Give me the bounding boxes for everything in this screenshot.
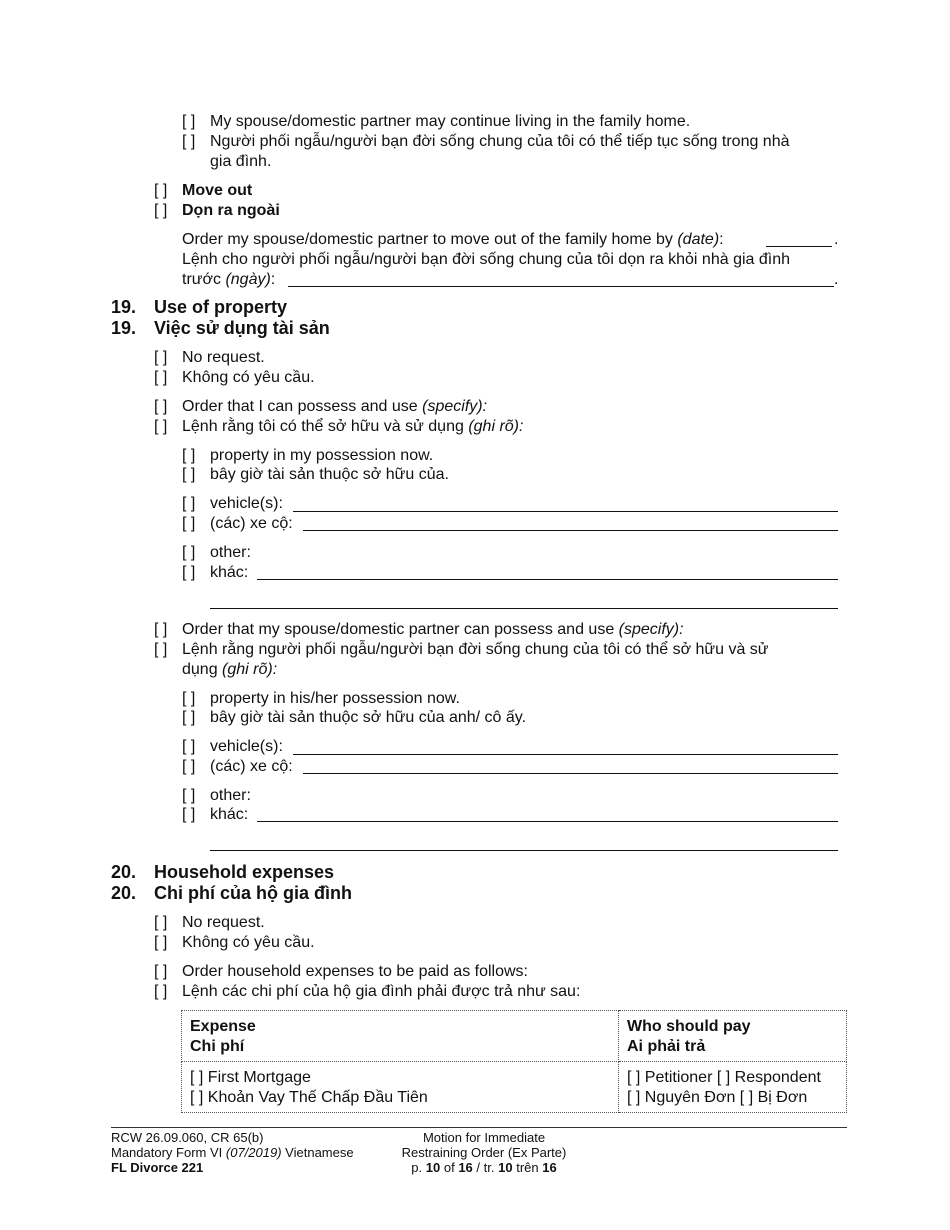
- spouse-other-field-2[interactable]: [210, 850, 838, 851]
- footer-rcw: RCW 26.09.060, CR 65(b): [111, 1130, 264, 1145]
- move-out-order-vi: Lệnh cho người phối ngẫu/người bạn đời sống chung của tôi dọn ra khỏi nhà gia đình: [182, 251, 790, 268]
- checkbox-spouse-possess-vi[interactable]: [ ] Lệnh rằng người phối ngẫu/người bạn đời sống chung của tôi có thể sở hữu và sử: [154, 641, 769, 658]
- checkbox-i-possess[interactable]: [ ] Order that I can possess and use (specify):: [154, 398, 488, 415]
- checkbox-first-mortgage[interactable]: [ ] First Mortgage: [190, 1069, 311, 1086]
- my-vehicles-field-vi[interactable]: [303, 530, 838, 531]
- checkbox-continue-living-vi[interactable]: [ ] Người phối ngẫu/người bạn đời sống chung của tôi có thể tiếp tục sống trong nhà: [182, 133, 790, 150]
- checkbox-respondent[interactable]: [ ] Respondent: [716, 1069, 821, 1086]
- checkbox-my-possession-vi[interactable]: [ ] bây giờ tài sản thuộc sở hữu của.: [182, 466, 449, 483]
- checkbox-my-vehicles[interactable]: [ ] vehicle(s):: [182, 495, 283, 512]
- checkbox-petitioner[interactable]: [ ] Petitioner: [627, 1069, 713, 1086]
- checkbox-spouse-possession-vi[interactable]: [ ] bây giờ tài sản thuộc sở hữu của anh/ cô ấy.: [182, 709, 527, 726]
- section-19-heading: 19. Use of property: [111, 297, 288, 317]
- section-20-heading-vi: 20. Chi phí của hộ gia đình: [111, 883, 352, 903]
- checkbox-spouse-vehicles[interactable]: [ ] vehicle(s):: [182, 738, 283, 755]
- footer-page: p. 10 of 16 / tr. 10 trên 16: [411, 1160, 557, 1175]
- spouse-vehicles-field[interactable]: [293, 754, 838, 755]
- expense-first-mortgage: [182, 1062, 619, 1113]
- continue-living-vi: Người phối ngẫu/người bạn đời sống chung của tôi có thể tiếp tục sống trong nhà: [210, 133, 790, 150]
- spouse-vehicles-field-vi[interactable]: [303, 773, 838, 774]
- move-out-label: Move out: [182, 182, 253, 199]
- expenses-table: [181, 1010, 847, 1113]
- move-out-date-field-vi[interactable]: [288, 286, 834, 287]
- checkbox-spouse-possession[interactable]: [ ] property in his/her possession now.: [182, 690, 460, 707]
- checkbox-order-expenses-vi[interactable]: [ ] Lệnh các chi phí của hộ gia đình phải được trả như sau:: [154, 983, 581, 1000]
- my-other-field-2[interactable]: [210, 608, 838, 609]
- checkbox-respondent-vi[interactable]: [ ] Bị Đơn: [739, 1089, 808, 1106]
- move-out-date-field[interactable]: [766, 246, 832, 247]
- checkbox-move-out[interactable]: [ ] Move out: [154, 182, 253, 199]
- continue-living-en: My spouse/domestic partner may continue living in the family home.: [210, 113, 691, 130]
- checkbox-order-expenses[interactable]: [ ] Order household expenses to be paid as follows:: [154, 963, 528, 980]
- footer-title-1: Motion for Immediate: [422, 1130, 546, 1145]
- checkbox-spouse-other-vi[interactable]: [ ] khác:: [182, 806, 249, 823]
- move-out-order-en: Order my spouse/domestic partner to move out of the family home by (date):: [182, 231, 724, 248]
- section-19-heading-vi: 19. Việc sử dụng tài sản: [111, 318, 330, 338]
- spouse-other-field[interactable]: [257, 821, 838, 822]
- move-out-label-vi: Dọn ra ngoài: [182, 202, 280, 219]
- checkbox-spouse-possess[interactable]: [ ] Order that my spouse/domestic partner can possess and use (specify):: [154, 621, 684, 638]
- checkbox-no-request-20-vi[interactable]: [ ] Không có yêu cầu.: [154, 934, 315, 951]
- spouse-possess-vi-cont: dụng (ghi rõ):: [182, 661, 278, 678]
- continue-living-vi-cont: gia đình.: [210, 153, 272, 170]
- footer-form-id: FL Divorce 221: [111, 1160, 204, 1175]
- checkbox-my-possession[interactable]: [ ] property in my possession now.: [182, 447, 434, 464]
- checkbox-spouse-other[interactable]: [ ] other:: [182, 787, 251, 804]
- checkbox-my-other-vi[interactable]: [ ] khác:: [182, 564, 249, 581]
- checkbox-no-request-19-vi[interactable]: [ ] Không có yêu cầu.: [154, 369, 315, 386]
- checkbox-my-vehicles-vi[interactable]: [ ] (các) xe cộ:: [182, 515, 293, 532]
- footer-divider: [111, 1127, 847, 1128]
- table-header-row: [182, 1011, 847, 1062]
- checkbox-spouse-vehicles-vi[interactable]: [ ] (các) xe cộ:: [182, 758, 293, 775]
- who-pays-first-mortgage: [619, 1062, 847, 1113]
- header-expense: Expense Chi phí: [182, 1011, 619, 1062]
- checkbox-first-mortgage-vi[interactable]: [ ] Khoản Vay Thế Chấp Đầu Tiên: [190, 1089, 428, 1106]
- my-vehicles-field[interactable]: [293, 511, 838, 512]
- checkbox-i-possess-vi[interactable]: [ ] Lệnh rằng tôi có thể sở hữu và sử dụng (ghi rõ):: [154, 418, 524, 435]
- section-20-heading: 20. Household expenses: [111, 862, 335, 882]
- checkbox-my-other[interactable]: [ ] other:: [182, 544, 251, 561]
- checkbox-petitioner-vi[interactable]: [ ] Nguyên Đơn: [627, 1089, 736, 1106]
- my-other-field[interactable]: [257, 579, 838, 580]
- footer-form: Mandatory Form VI (07/2019) Vietnamese: [111, 1145, 354, 1160]
- footer-title-2: Restraining Order (Ex Parte): [401, 1145, 567, 1160]
- header-who-pays: Who should pay Ai phải trả: [619, 1011, 847, 1062]
- move-out-order-vi-date: trước (ngày):: [182, 271, 276, 288]
- checkbox-no-request-19[interactable]: [ ] No request.: [154, 349, 265, 366]
- checkbox-continue-living[interactable]: [ ] My spouse/domestic partner may continue living in the family home.: [182, 113, 691, 130]
- checkbox-no-request-20[interactable]: [ ] No request.: [154, 914, 265, 931]
- table-row: [182, 1062, 847, 1113]
- checkbox-move-out-vi[interactable]: [ ] Dọn ra ngoài: [154, 202, 280, 219]
